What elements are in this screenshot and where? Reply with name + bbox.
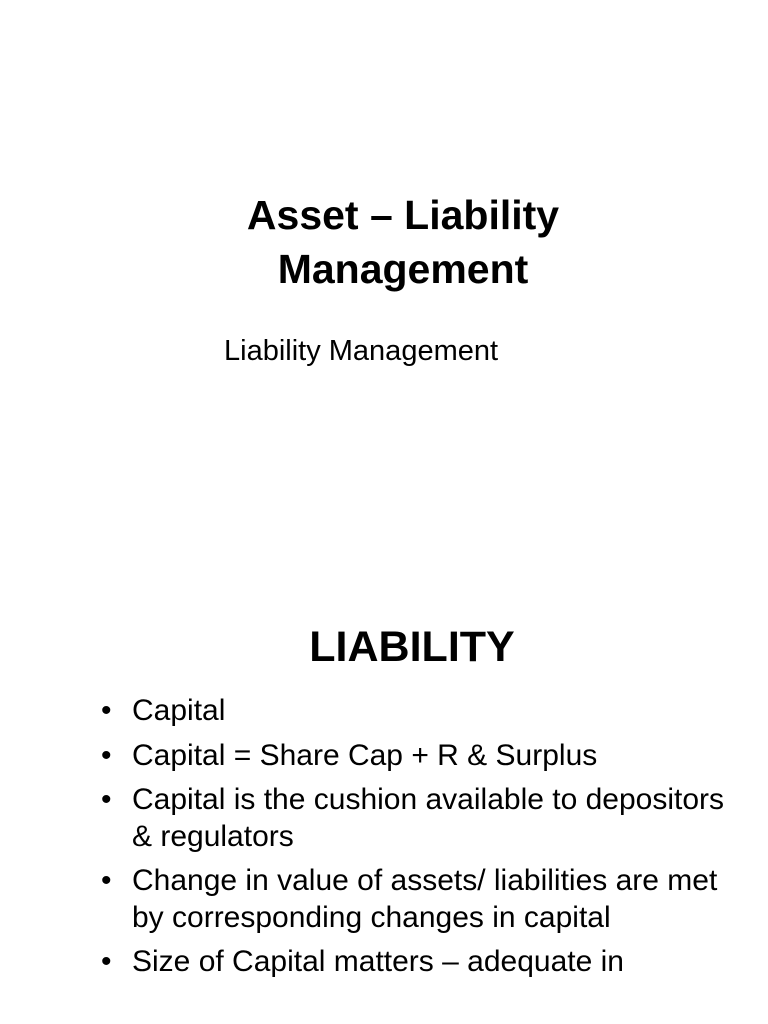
bullet-icon: •	[101, 738, 112, 772]
bullet-item	[101, 782, 741, 855]
bullet-text: Change in value of assets/ liabilities are met by corresponding changes in capital	[132, 864, 718, 934]
bullet-icon: •	[101, 945, 112, 978]
bullet-item	[101, 944, 741, 981]
title-line: Management	[277, 246, 529, 292]
slide-title	[0, 188, 768, 296]
bullet-icon: •	[101, 864, 112, 897]
bullet-item	[101, 693, 741, 730]
slide-subtitle: Liability Management	[224, 335, 499, 367]
bullet-icon: •	[101, 694, 112, 727]
bullet-text: Size of Capital matters – adequate in	[132, 945, 624, 978]
bullet-text: Capital	[132, 694, 226, 727]
title-line: Asset – Liability	[246, 192, 560, 238]
slide-heading: LIABILITY	[309, 623, 515, 671]
bullet-item	[101, 863, 741, 936]
bullet-list	[101, 693, 741, 989]
content-slide	[0, 576, 768, 1024]
bullet-text: Capital = Share Cap + R & Surplus	[132, 738, 598, 772]
bullet-text: Capital is the cushion available to depositors & regulators	[132, 783, 725, 853]
bullet-icon: •	[101, 783, 112, 816]
bullet-item	[101, 738, 741, 775]
